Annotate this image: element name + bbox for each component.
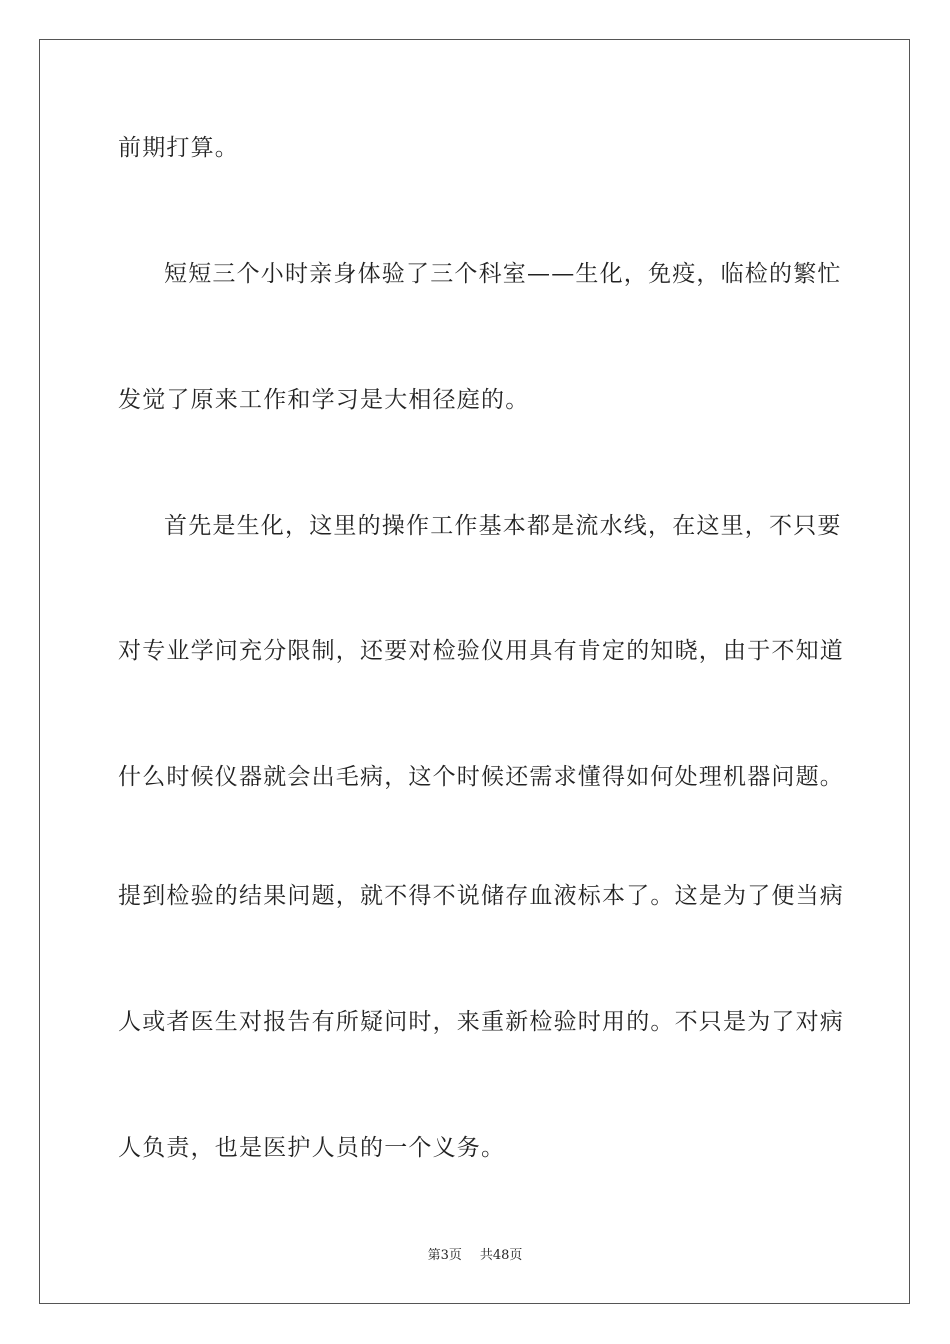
text-line-7: 提到检验的结果问题，就不得不说储存血液标本了。这是为了便当病 (118, 883, 844, 909)
page-number: 第3页 (427, 1248, 462, 1263)
text-line-5: 对专业学问充分限制，还要对检验仪用具有肯定的知晓，由于不知道 (118, 638, 844, 664)
text-line-3: 发觉了原来工作和学习是大相径庭的。 (118, 387, 530, 413)
page-frame (39, 39, 910, 1304)
text-line-6: 什么时候仪器就会出毛病，这个时候还需求懂得如何处理机器问题。 (118, 764, 844, 790)
text-line-9: 人负责，也是医护人员的一个义务。 (118, 1135, 506, 1161)
page-footer (0, 1247, 950, 1265)
text-line-4: 首先是生化，这里的操作工作基本都是流水线，在这里，不只要 (164, 513, 842, 539)
text-line-2: 短短三个小时亲身体验了三个科室——生化，免疫，临检的繁忙 (164, 261, 842, 287)
page-total: 共48页 (479, 1248, 523, 1263)
text-line-8: 人或者医生对报告有所疑问时，来重新检验时用的。不只是为了对病 (118, 1009, 844, 1035)
text-line-1: 前期打算。 (118, 135, 239, 161)
